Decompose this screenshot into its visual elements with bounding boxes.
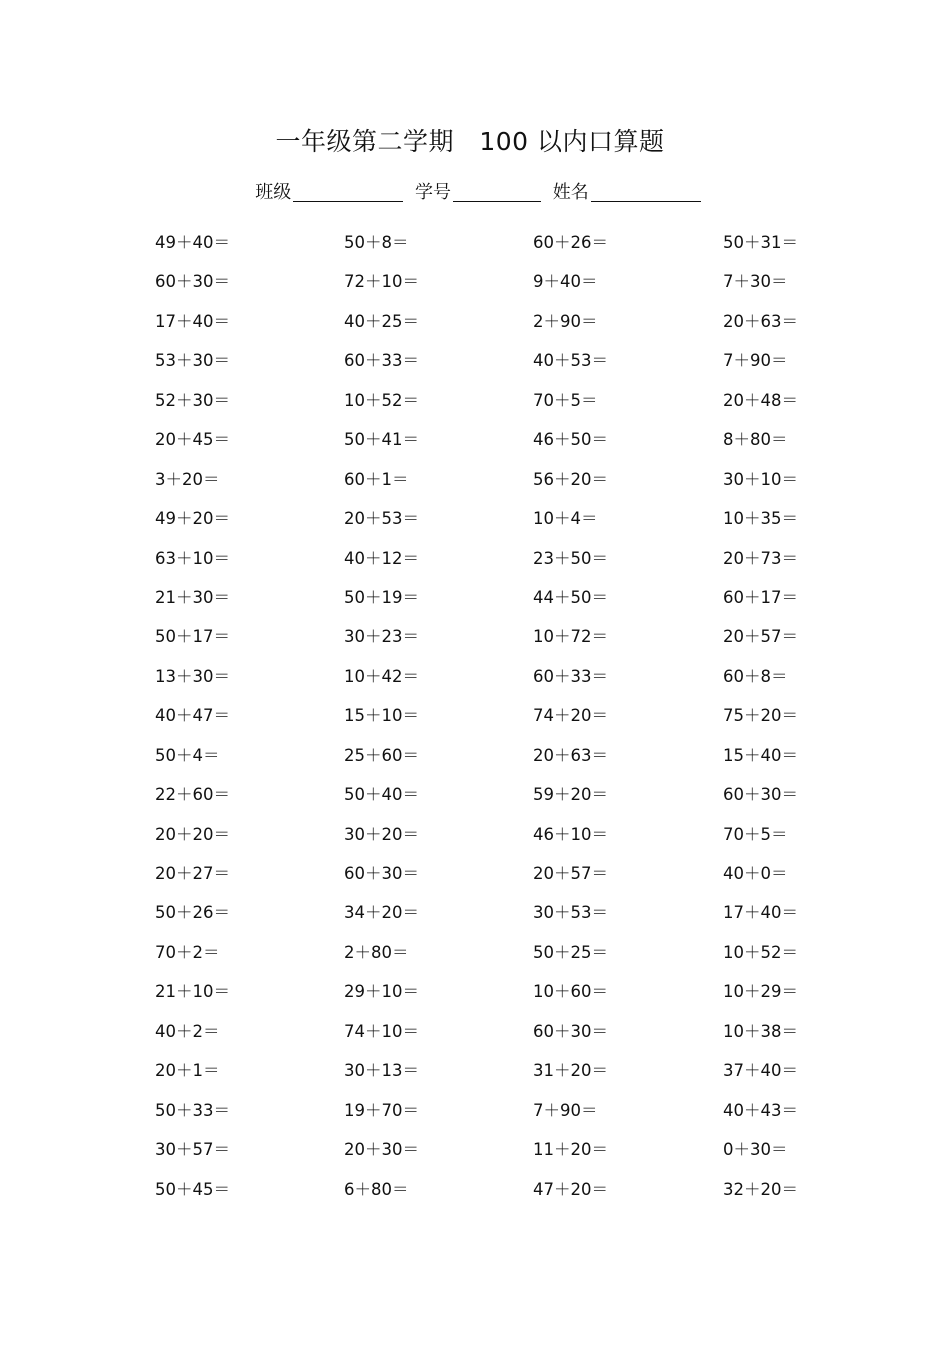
arithmetic-problem: 21＋30＝ [155,587,230,607]
arithmetic-problem: 50＋25＝ [533,942,608,962]
arithmetic-problem: 10＋38＝ [723,1021,798,1041]
arithmetic-problem: 70＋5＝ [723,824,788,844]
class-label: 班级 [255,182,292,203]
arithmetic-problem: 23＋50＝ [533,548,608,568]
arithmetic-problem: 40＋12＝ [344,548,419,568]
arithmetic-problem: 20＋63＝ [723,311,798,331]
arithmetic-problem: 34＋20＝ [344,903,419,923]
arithmetic-problem: 74＋10＝ [344,1021,419,1041]
arithmetic-problem: 9＋40＝ [533,272,598,292]
arithmetic-problem: 40＋0＝ [723,864,788,883]
arithmetic-problem: 0＋30＝ [723,1140,788,1160]
arithmetic-problem: 40＋53＝ [533,351,608,371]
arithmetic-problem: 7＋90＝ [723,351,788,371]
arithmetic-problem: 32＋20＝ [723,1179,798,1199]
name-blank[interactable] [591,183,701,202]
arithmetic-problem: 6＋80＝ [344,1179,409,1199]
problem-row [155,425,875,464]
arithmetic-problem: 60＋33＝ [533,666,608,686]
page-title: 一年级第二学期 100 以内口算题 [275,127,665,156]
arithmetic-problem: 22＋60＝ [155,785,230,805]
problem-row [155,622,875,661]
arithmetic-problem: 7＋90＝ [533,1100,598,1120]
arithmetic-problem: 74＋20＝ [533,706,608,726]
problem-row [155,504,875,543]
problem-row [155,1017,875,1056]
arithmetic-problem: 10＋52＝ [723,942,798,962]
arithmetic-problem: 40＋43＝ [723,1100,798,1120]
arithmetic-problem: 75＋20＝ [723,706,798,726]
arithmetic-problem: 60＋33＝ [344,351,419,371]
arithmetic-problem: 72＋10＝ [344,272,419,292]
problem-row [155,898,875,937]
arithmetic-problem: 20＋63＝ [533,745,608,765]
problem-row [155,780,875,819]
arithmetic-problem: 70＋2＝ [155,942,220,962]
arithmetic-problem: 50＋4＝ [155,745,220,765]
arithmetic-problem: 20＋57＝ [723,627,798,647]
arithmetic-problem: 20＋1＝ [155,1061,220,1081]
problem-row [155,701,875,740]
arithmetic-problem: 60＋1＝ [344,469,409,489]
arithmetic-problem: 40＋47＝ [155,706,230,726]
problem-row [155,544,875,583]
problem-row [155,228,875,267]
arithmetic-problem: 13＋30＝ [155,666,230,686]
problem-row [155,1175,875,1214]
problem-row [155,741,875,780]
arithmetic-problem: 52＋30＝ [155,390,230,410]
arithmetic-problem: 60＋30＝ [344,864,419,883]
problem-row [155,1056,875,1095]
arithmetic-problem: 20＋48＝ [723,390,798,410]
arithmetic-problem: 10＋72＝ [533,627,608,647]
problem-row [155,938,875,977]
arithmetic-problem: 17＋40＝ [723,903,798,923]
arithmetic-problem: 10＋4＝ [533,509,598,529]
arithmetic-problem: 53＋30＝ [155,351,230,371]
problem-row [155,1135,875,1174]
arithmetic-problem: 50＋41＝ [344,430,419,450]
arithmetic-problem: 20＋45＝ [155,430,230,450]
arithmetic-problem: 20＋53＝ [344,509,419,529]
arithmetic-problem: 50＋40＝ [344,785,419,805]
arithmetic-problem: 10＋60＝ [533,982,608,1002]
arithmetic-problem: 60＋8＝ [723,666,788,686]
problem-row [155,820,875,859]
arithmetic-problem: 30＋23＝ [344,627,419,647]
arithmetic-problem: 2＋80＝ [344,942,409,962]
arithmetic-problem: 10＋35＝ [723,509,798,529]
problem-row [155,1096,875,1135]
arithmetic-problem: 10＋29＝ [723,982,798,1002]
arithmetic-problem: 31＋20＝ [533,1061,608,1081]
arithmetic-problem: 50＋33＝ [155,1100,230,1120]
arithmetic-problem: 30＋20＝ [344,824,419,844]
arithmetic-problem: 3＋20＝ [155,469,220,489]
arithmetic-problem: 20＋30＝ [344,1140,419,1160]
arithmetic-problem: 21＋10＝ [155,982,230,1002]
problem-row [155,267,875,306]
arithmetic-problem: 20＋27＝ [155,864,230,883]
arithmetic-problem: 10＋42＝ [344,666,419,686]
problem-row [155,859,875,898]
arithmetic-problem: 29＋10＝ [344,982,419,1002]
arithmetic-problem: 30＋53＝ [533,903,608,923]
arithmetic-problem: 50＋17＝ [155,627,230,647]
student-number-label: 学号 [415,182,451,203]
student-number-blank[interactable] [453,183,541,202]
problem-row [155,583,875,622]
arithmetic-problem: 30＋57＝ [155,1140,230,1160]
arithmetic-problem: 60＋17＝ [723,587,798,607]
arithmetic-problem: 10＋52＝ [344,390,419,410]
class-blank[interactable] [293,183,403,202]
problem-row [155,662,875,701]
arithmetic-problem: 50＋8＝ [344,233,409,252]
arithmetic-problem: 20＋73＝ [723,548,798,568]
problem-row [155,465,875,504]
arithmetic-problem: 59＋20＝ [533,785,608,805]
problem-row [155,977,875,1016]
arithmetic-problem: 60＋30＝ [155,272,230,292]
arithmetic-problem: 60＋30＝ [533,1021,608,1041]
arithmetic-problem: 30＋10＝ [723,469,798,489]
arithmetic-problem: 44＋50＝ [533,587,608,607]
arithmetic-problem: 20＋57＝ [533,864,608,883]
arithmetic-problem: 47＋20＝ [533,1179,608,1199]
arithmetic-problem: 60＋30＝ [723,785,798,805]
arithmetic-problem: 2＋90＝ [533,311,598,331]
student-info-line [0,178,950,204]
arithmetic-problem: 70＋5＝ [533,390,598,410]
arithmetic-problem: 49＋20＝ [155,509,230,529]
problem-row [155,346,875,385]
arithmetic-problem: 37＋40＝ [723,1061,798,1081]
arithmetic-problem: 30＋13＝ [344,1061,419,1081]
name-label: 姓名 [552,182,589,203]
arithmetic-problem: 17＋40＝ [155,311,230,331]
problem-row [155,307,875,346]
arithmetic-problem: 25＋60＝ [344,745,419,765]
arithmetic-problem: 20＋20＝ [155,824,230,844]
arithmetic-problem: 50＋19＝ [344,587,419,607]
problem-row [155,386,875,425]
problem-grid [155,228,875,1214]
arithmetic-problem: 7＋30＝ [723,272,788,292]
arithmetic-problem: 46＋10＝ [533,824,608,844]
arithmetic-problem: 60＋26＝ [533,233,608,252]
arithmetic-problem: 15＋10＝ [344,706,419,726]
arithmetic-problem: 8＋80＝ [723,430,788,450]
arithmetic-problem: 63＋10＝ [155,548,230,568]
arithmetic-problem: 19＋70＝ [344,1100,419,1120]
arithmetic-problem: 46＋50＝ [533,430,608,450]
arithmetic-problem: 50＋31＝ [723,233,798,252]
arithmetic-problem: 15＋40＝ [723,745,798,765]
arithmetic-problem: 40＋25＝ [344,311,419,331]
arithmetic-problem: 50＋45＝ [155,1179,230,1199]
arithmetic-problem: 50＋26＝ [155,903,230,923]
arithmetic-problem: 40＋2＝ [155,1021,220,1041]
arithmetic-problem: 56＋20＝ [533,469,608,489]
arithmetic-problem: 11＋20＝ [533,1140,608,1160]
arithmetic-problem: 49＋40＝ [155,233,230,252]
